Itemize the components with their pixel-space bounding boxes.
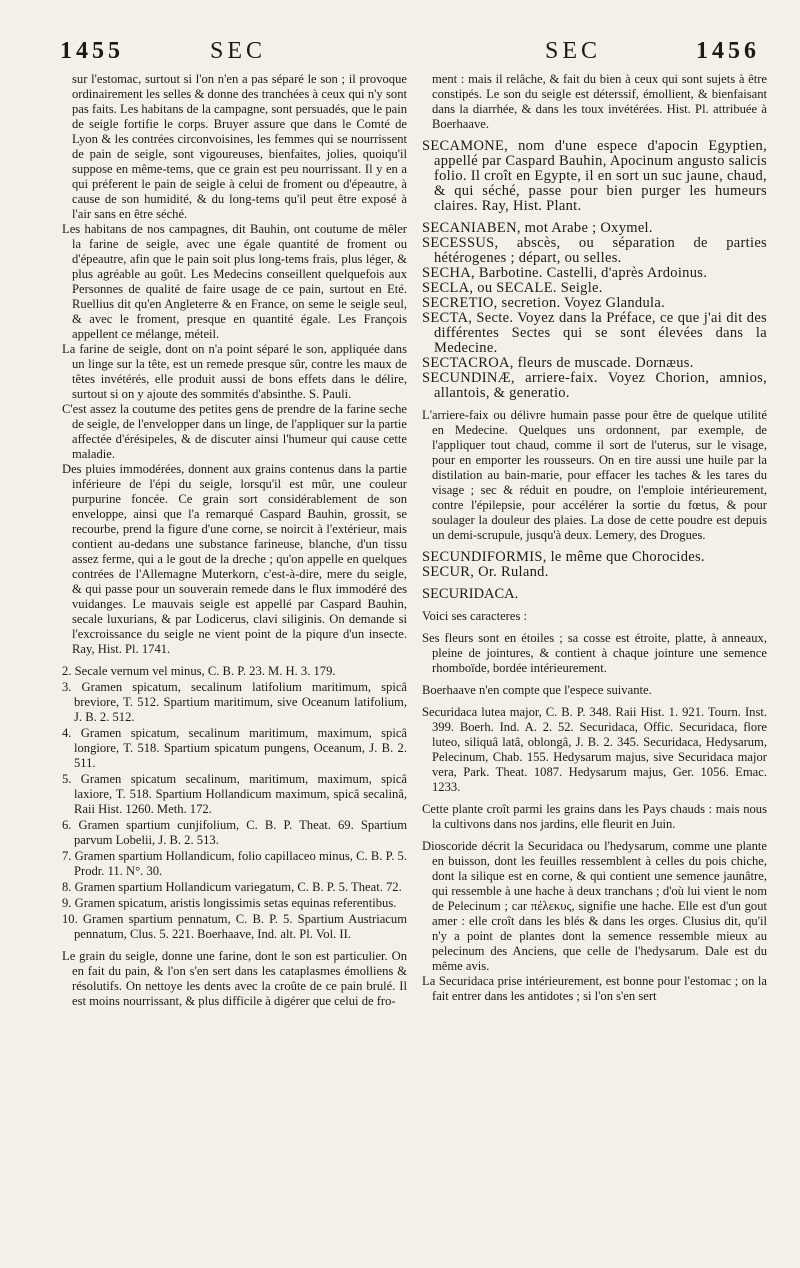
dictionary-entry: SECLA, ou SECALE. Seigle.: [422, 280, 603, 296]
dictionary-entry: SECRETIO, secretion. Voyez Glandula.: [422, 295, 666, 311]
synonym-item: 7. Gramen spartium Hollandicum, folio capillaceo minus, C. B. P. 5. Prodr. 11. N°. 30.: [62, 849, 407, 878]
paragraph: ment : mais il relâche, & fait du bien à ceux qui sont sujets à être constipés. Le son du seigle est déterssif, émollient, & bienfaisant dans la diarrhée, & dans les toux invétérées. Hist. Pl. attribuée à Boerhaave.: [432, 72, 767, 131]
dictionary-entry: SECAMONE, nom d'une espece d'apocin Egyptien, appellé par Caspard Bauhin, Apocinum angusto salicis folio. Il croît en Egypte, il en sort un suc jaune, chaud, & qui séché, passe pour bien purger les humeurs claires. Ray, Hist. Plant.: [422, 138, 767, 214]
page-header: [60, 38, 760, 72]
paragraph: C'est assez la coutume des petites gens de prendre de la farine seche de seigle, de l'envelopper dans un linge, de l'appliquer sur la partie affectée d'érésipeles, & de discuter ainsi l'humeur qui cause cette maladie.: [62, 402, 407, 461]
paragraph: Voici ses caracteres :: [422, 609, 528, 623]
synonym-item: 2. Secale vernum vel minus, C. B. P. 23. M. H. 3. 179.: [62, 664, 336, 678]
paragraph: L'arriere-faix ou délivre humain passe pour être de quelque utilité en Medecine. Quelques uns ordonnent, par exemple, de l'appliquer tout chaud, comme il sort de l'uterus, sur le visage, pour en emporter les rousseurs. On en tire aussi une huile par la distilation au bain-marie, pour effacer les taches & les tares du visage ; sec & réduit en poudre, on l'emploie intérieurement, contre l'épilepsie, pour accélérer la sortie du fœtus, & pour soulager la douleur des plaies. La dose de cette poudre est depuis un demi-scrupule, jusqu'à deux. Lemery, des Drogues.: [422, 408, 767, 542]
synonym-item: 5. Gramen spicatum secalinum, maritimum, maximum, spicâ laxiore, T. 518. Spartium Hollandicum maximum, spicâ secalinâ, Raii Hist. 1260. Meth. 172.: [62, 772, 407, 816]
synonym-item: 9. Gramen spicatum, aristis longissimis setas equinas referentibus.: [62, 896, 397, 910]
dictionary-entry: SECESSUS, abscès, ou séparation de parties hétérogenes ; départ, ou selles.: [422, 235, 767, 266]
dictionary-entry: SECUNDIFORMIS, le même que Chorocides.: [422, 549, 705, 565]
page-number-left: 1455: [60, 38, 124, 64]
paragraph: Dioscoride décrit la Securidaca ou l'hedysarum, comme une plante en buisson, dont les feuilles ressemblent à celles du pois chiche, dont la silique est en corne, & qui contient une semence jaunâtre, qui ressemble à une hache à deux tranchans ; d'où lui vient le nom de Pelecinum ; car πέλεκυς, signifie une hache. Elle est d'un gout amer : elle croît dans les blés & dans les orges. Clusius dit, qu'il n'y a point de plantes dont la semence ressemble mieux au pelecinum des Anciens, que celle de l'hedysarum. Dale est du même avis.: [422, 839, 767, 973]
section-heading: SECURIDACA.: [422, 586, 519, 602]
running-head-left: SEC: [210, 38, 267, 64]
synonym-item: 8. Gramen spartium Hollandicum variegatum, C. B. P. 5. Theat. 72.: [62, 880, 402, 894]
dictionary-entry: SECANIABEN, mot Arabe ; Oxymel.: [422, 220, 653, 236]
dictionary-entry: SECUR, Or. Ruland.: [422, 564, 549, 580]
running-head-right: SEC: [545, 38, 602, 64]
page-number-right: 1456: [696, 38, 760, 64]
synonym-item: 10. Gramen spartium pennatum, C. B. P. 5. Spartium Austriacum pennatum, Clus. 5. 221. Boerhaave, Ind. alt. Pl. Vol. II.: [62, 912, 407, 941]
dictionary-entry: SECHA, Barbotine. Castelli, d'après Ardoinus.: [422, 265, 708, 281]
paragraph: La Securidaca prise intérieurement, est bonne pour l'estomac ; on la fait entrer dans les antidotes ; si l'on s'en sert: [422, 974, 767, 1003]
synonym-item: 4. Gramen spicatum, secalinum maritimum, maximum, spicâ longiore, T. 518. Spartium spicatum pungens, Oceanum, J. B. 2. 511.: [62, 726, 407, 770]
species-synonyms: Securidaca lutea major, C. B. P. 348. Raii Hist. 1. 921. Tourn. Inst. 399. Boerh. Ind. A. 2. 52. Securidaca, Offic. Securidaca, flore luteo, siliquâ latâ, oblongâ, J. B. 2. 345. Securidaca, Hedysarum, Pelecinum, Chab. 155. Hedysarum majus, sive Securidaca major vera, Park. Theat. 1087. Hedysarum majus, Ger. 1056. Emac. 1233.: [422, 705, 767, 794]
synonym-item: 6. Gramen spartium cunjifolium, C. B. P. Theat. 69. Spartium parvum Lobelii, J. B. 2. 513.: [62, 818, 407, 847]
paragraph: Cette plante croît parmi les grains dans les Pays chauds : mais nous la cultivons dans nos jardins, elle fleurit en Juin.: [422, 802, 767, 831]
paragraph: Le grain du seigle, donne une farine, dont le son est particulier. On en fait du pain, & l'on s'en sert dans les cataplasmes émolliens & résolutifs. On nettoye les dents avec la croûte de ce pain brulé. Il est moins nourrissant, & plus difficile à digérer que celui de fro-: [62, 949, 407, 1008]
synonym-item: 3. Gramen spicatum, secalinum latifolium maritimum, spicâ breviore, T. 512. Spartium maritimum, sive Oceanum latifolium, J. B. 2. 512.: [62, 680, 407, 724]
paragraph: Les habitans de nos campagnes, dit Bauhin, ont coutume de mêler la farine de seigle, avec une égale quantité de froment ou d'épeautre, afin que le pain soit plus long-tems frais, plus léger, & plus agréable au goût. Les Medecins conseillent quelquefois aux Personnes de qualité de faire usage de ce pain, surtout en Eté. Ruellius dit qu'en Angleterre & en France, on seme le seigle seul, & avec le froment, presque en quantité égale. Les François appellent ce mélange, méteil.: [62, 222, 407, 341]
synonym-list: [62, 664, 407, 942]
paragraph: Des pluies immodérées, donnent aux grains contenus dans la partie inférieure de l'épi du seigle, lorsqu'il est mûr, une couleur purpurine foncée. Ce grain sort considérablement de son enveloppe, ainsi que l'a remarqué Caspard Bauhin, grossit, se recourbe, prend la figure d'une corne, se noircit à l'extérieur, mais contient au-dedans une substance farineuse, blanche, d'un tissu assez ferme, qui a le gout de la dreche ; qu'on appelle en quelques contrées de l'Allemagne Muterkorn, c'est-à-dire, mere du seigle, & qui passe pour un souverain remede dans le flux immodéré des vuidanges. Le mauvais seigle est appellé par Caspard Bauhin, secale luxurians, & par Lodicerus, clavi siliginis. On demande si l'excroissance du seigle ne vient point de la piqure d'un insecte. Ray, Hist. Pl. 1741.: [62, 462, 407, 656]
left-column: [62, 72, 407, 1262]
paragraph: sur l'estomac, surtout si l'on n'en a pas séparé le son ; il provoque ordinairement les selles & donne des tranchées à ceux qui n'y sont pas faits. Les habitans de la campagne, sont persuadés, que le pain de seigle fortifie le corps. Bruyer assure que dans le Comté de Lyon & les contrées circonvoisines, les femmes qui se nourrissent de pain de seigle, sont vigoureuses, bienfaites, jolies, quoiqu'il suppose en même-tems, que ce grain est peu nourrissant. Il y en a qui préferent le pain de seigle à celui de froment ou d'épeautre, à cause de son humidité, & du long-tems qu'il peut être exposé à l'air sans en être séché.: [72, 72, 407, 221]
paragraph: Boerhaave n'en compte que l'espece suivante.: [422, 683, 652, 697]
dictionary-entry: SECTACROA, fleurs de muscade. Dornæus.: [422, 355, 694, 371]
paragraph: La farine de seigle, dont on n'a point séparé le son, appliquée dans un linge sur la tête, est un remede presque sûr, contre les maux de têtes invétérés, elle produit aussi de bons effets dans le délire, surtout si on y ajoute des sommités d'absinthe. S. Pauli.: [62, 342, 407, 401]
dictionary-entry: SECUNDINÆ, arriere-faix. Voyez Chorion, amnios, allantois, & generatio.: [422, 370, 767, 401]
right-column: [422, 72, 767, 1262]
paragraph: Ses fleurs sont en étoiles ; sa cosse est étroite, platte, à anneaux, pleine de jointures, & contient à chaque jointure une semence rhomboïde, bordée intérieurement.: [422, 631, 767, 675]
dictionary-entry: SECTA, Secte. Voyez dans la Préface, ce que j'ai dit des différentes Sectes qui se sont élevées dans la Medecine.: [422, 310, 767, 356]
